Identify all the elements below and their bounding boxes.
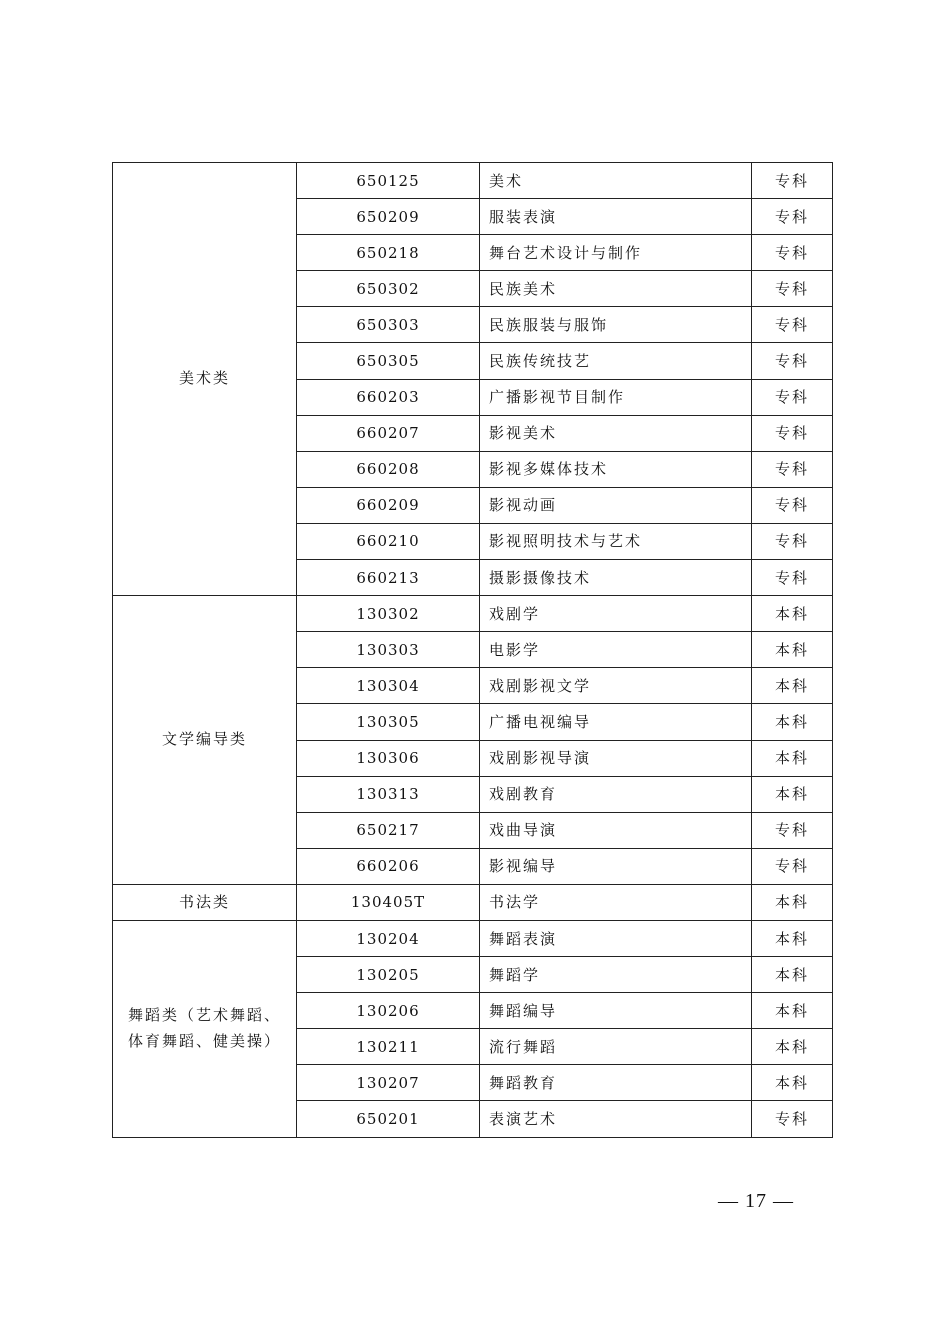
- major-name-cell: 舞蹈学: [480, 957, 752, 993]
- major-code-cell: 650217: [297, 812, 480, 848]
- major-code-cell: 660206: [297, 848, 480, 884]
- degree-level-cell: 专科: [752, 523, 833, 559]
- major-name-cell: 影视美术: [480, 415, 752, 451]
- major-name-cell: 民族美术: [480, 271, 752, 307]
- degree-level-cell: 专科: [752, 343, 833, 379]
- degree-level-cell: 专科: [752, 379, 833, 415]
- major-name-cell: 服装表演: [480, 199, 752, 235]
- major-code-cell: 130204: [297, 920, 480, 956]
- major-name-cell: 影视动画: [480, 487, 752, 523]
- major-code-cell: 130405T: [297, 884, 480, 920]
- major-code-cell: 130304: [297, 668, 480, 704]
- degree-level-cell: 专科: [752, 235, 833, 271]
- major-table-body: [113, 163, 833, 1138]
- major-code-cell: 660210: [297, 523, 480, 559]
- category-label: 文学编导类: [161, 730, 247, 749]
- major-code-cell: 650305: [297, 343, 480, 379]
- category-label: 美术类: [178, 369, 230, 388]
- degree-level-cell: 专科: [752, 451, 833, 487]
- major-name-cell: 戏曲导演: [480, 812, 752, 848]
- degree-level-cell: 专科: [752, 487, 833, 523]
- major-code-cell: 130302: [297, 596, 480, 632]
- major-code-cell: 130211: [297, 1029, 480, 1065]
- table-row: [113, 163, 833, 199]
- major-name-cell: 美术: [480, 163, 752, 199]
- degree-level-cell: 本科: [752, 884, 833, 920]
- table-row: [113, 596, 833, 632]
- degree-level-cell: 专科: [752, 1101, 833, 1137]
- major-name-cell: 广播电视编导: [480, 704, 752, 740]
- major-name-cell: 流行舞蹈: [480, 1029, 752, 1065]
- major-name-cell: 影视多媒体技术: [480, 451, 752, 487]
- degree-level-cell: 本科: [752, 596, 833, 632]
- major-code-cell: 660209: [297, 487, 480, 523]
- major-code-cell: 130305: [297, 704, 480, 740]
- degree-level-cell: 本科: [752, 740, 833, 776]
- category-label: 书法类: [178, 892, 230, 911]
- degree-level-cell: 本科: [752, 668, 833, 704]
- degree-level-cell: 本科: [752, 957, 833, 993]
- degree-level-cell: 专科: [752, 415, 833, 451]
- degree-level-cell: 本科: [752, 993, 833, 1029]
- major-code-cell: 130303: [297, 632, 480, 668]
- major-name-cell: 广播影视节目制作: [480, 379, 752, 415]
- major-code-cell: 660203: [297, 379, 480, 415]
- major-name-cell: 书法学: [480, 884, 752, 920]
- major-code-cell: 660213: [297, 560, 480, 596]
- category-cell: [113, 596, 297, 885]
- major-code-cell: 660207: [297, 415, 480, 451]
- degree-level-cell: 专科: [752, 848, 833, 884]
- degree-level-cell: 专科: [752, 560, 833, 596]
- major-name-cell: 舞台艺术设计与制作: [480, 235, 752, 271]
- major-code-cell: 650201: [297, 1101, 480, 1137]
- major-code-cell: 130306: [297, 740, 480, 776]
- major-code-cell: 650303: [297, 307, 480, 343]
- degree-level-cell: 本科: [752, 920, 833, 956]
- major-code-cell: 650302: [297, 271, 480, 307]
- major-name-cell: 民族传统技艺: [480, 343, 752, 379]
- page-number: — 17 —: [718, 1190, 794, 1212]
- major-name-cell: 表演艺术: [480, 1101, 752, 1137]
- degree-level-cell: 专科: [752, 307, 833, 343]
- major-code-cell: 660208: [297, 451, 480, 487]
- category-cell: [113, 163, 297, 596]
- degree-level-cell: 本科: [752, 776, 833, 812]
- category-label: 舞蹈类（艺术舞蹈、体育舞蹈、健美操）: [127, 1006, 281, 1050]
- major-name-cell: 舞蹈编导: [480, 993, 752, 1029]
- major-code-cell: 650125: [297, 163, 480, 199]
- degree-level-cell: 本科: [752, 1065, 833, 1101]
- degree-level-cell: 专科: [752, 163, 833, 199]
- major-name-cell: 舞蹈表演: [480, 920, 752, 956]
- major-name-cell: 影视照明技术与艺术: [480, 523, 752, 559]
- major-name-cell: 影视编导: [480, 848, 752, 884]
- degree-level-cell: 本科: [752, 704, 833, 740]
- category-cell: [113, 920, 297, 1137]
- major-name-cell: 戏剧教育: [480, 776, 752, 812]
- major-name-cell: 舞蹈教育: [480, 1065, 752, 1101]
- degree-level-cell: 专科: [752, 812, 833, 848]
- degree-level-cell: 专科: [752, 271, 833, 307]
- degree-level-cell: 本科: [752, 632, 833, 668]
- page-number-value: 17: [745, 1190, 767, 1212]
- major-code-cell: 130207: [297, 1065, 480, 1101]
- table-row: [113, 920, 833, 956]
- major-code-cell: 130205: [297, 957, 480, 993]
- table-row: [113, 884, 833, 920]
- major-code-cell: 650218: [297, 235, 480, 271]
- major-name-cell: 戏剧学: [480, 596, 752, 632]
- major-name-cell: 民族服装与服饰: [480, 307, 752, 343]
- major-code-cell: 130313: [297, 776, 480, 812]
- major-code-cell: 650209: [297, 199, 480, 235]
- degree-level-cell: 专科: [752, 199, 833, 235]
- major-name-cell: 戏剧影视文学: [480, 668, 752, 704]
- major-name-cell: 摄影摄像技术: [480, 560, 752, 596]
- category-cell: [113, 884, 297, 920]
- major-name-cell: 电影学: [480, 632, 752, 668]
- major-name-cell: 戏剧影视导演: [480, 740, 752, 776]
- major-table: [112, 162, 833, 1138]
- major-code-cell: 130206: [297, 993, 480, 1029]
- degree-level-cell: 本科: [752, 1029, 833, 1065]
